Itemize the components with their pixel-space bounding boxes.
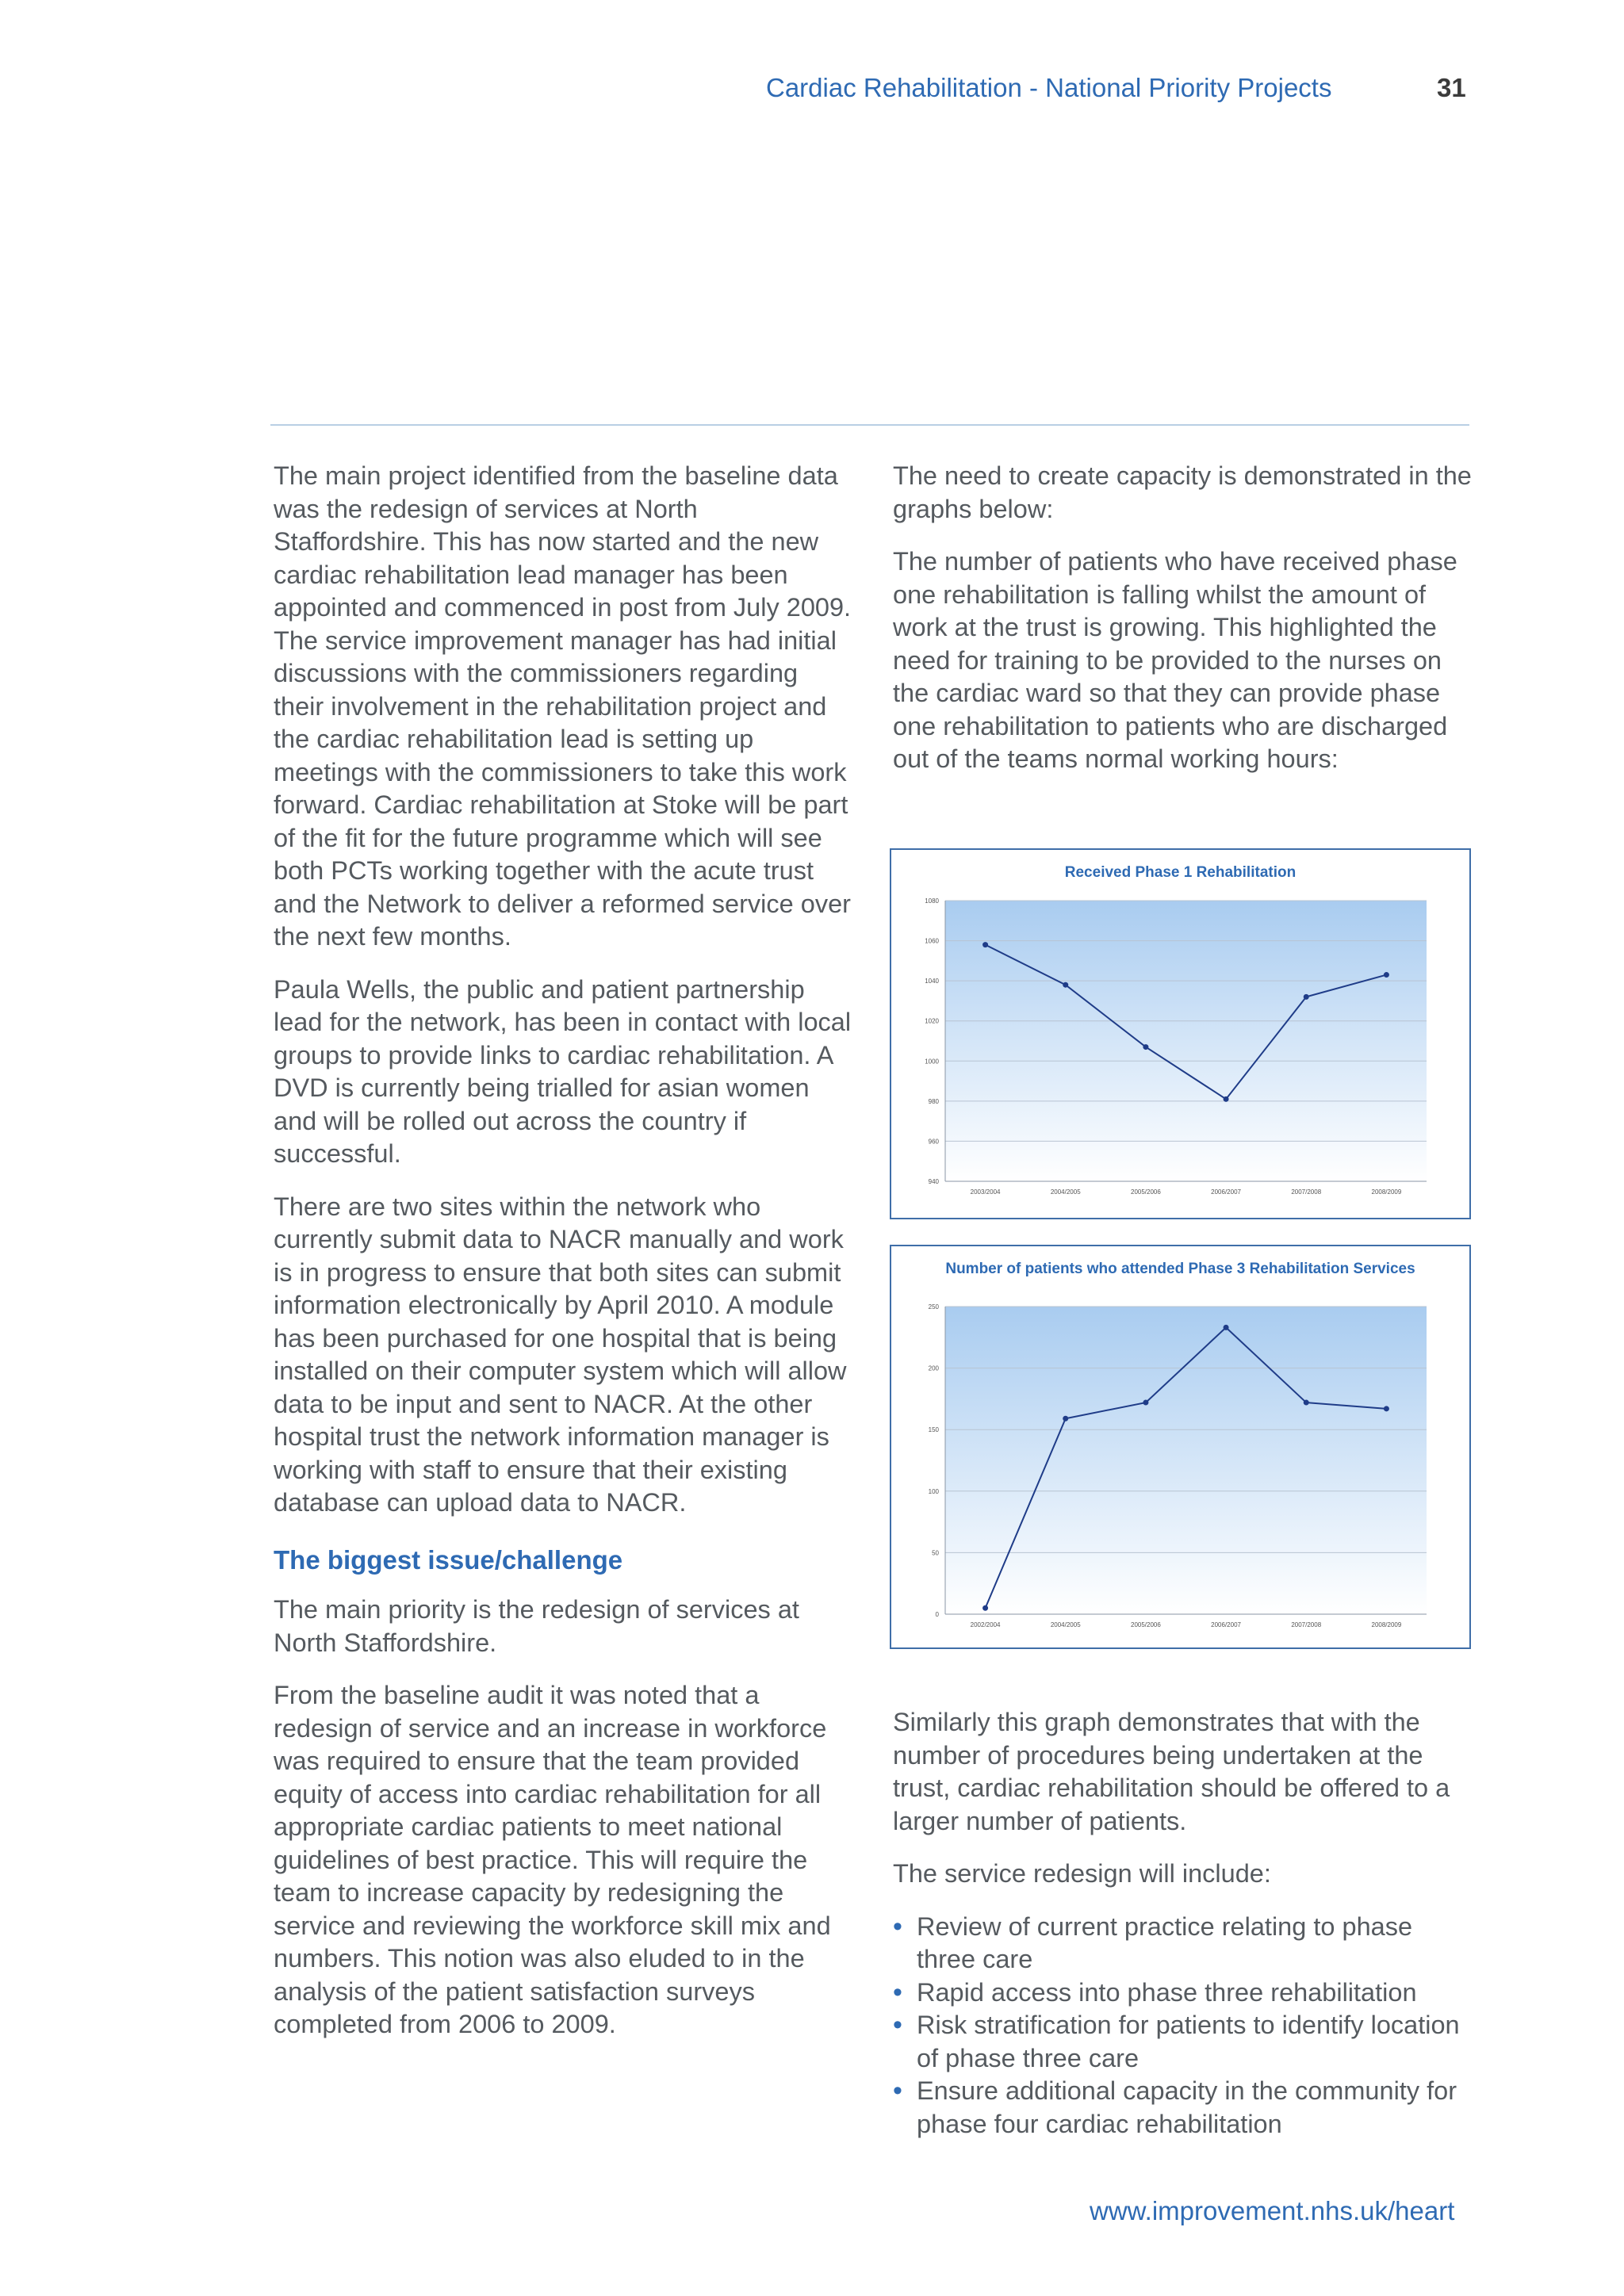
data-point bbox=[1063, 982, 1068, 988]
chart-phase1-plot bbox=[891, 850, 1469, 1218]
y-tick-label: 980 bbox=[928, 1097, 939, 1105]
x-tick-label: 2006/2007 bbox=[1211, 1188, 1241, 1196]
y-tick-label: 1060 bbox=[925, 937, 939, 945]
data-point bbox=[1304, 1400, 1309, 1406]
data-point bbox=[1224, 1096, 1229, 1102]
page-number: 31 bbox=[1437, 73, 1466, 102]
data-point bbox=[1063, 1416, 1068, 1422]
list-item bbox=[893, 2075, 1472, 2141]
y-tick-label: 50 bbox=[932, 1549, 939, 1557]
paragraph: The main project identified from the baseline data was the redesign of services at North Staffordshire. This has now started and the new cardiac rehabilitation lead manager has been appointed and commenced in post from July 2009. The service improvement manager has had initial discussions with the commissioners regarding their involvement in the rehabilitation project and the cardiac rehabilitation lead is setting up meetings with the commissioners to take this work forward. Cardiac rehabilitation at Stoke will be part of the fit for the future programme which will see both PCTs working together with the acute trust and the Network to deliver a reformed service over the next few months. bbox=[274, 461, 852, 951]
footer-url[interactable]: www.improvement.nhs.uk/heart bbox=[1090, 2196, 1455, 2225]
y-tick-label: 150 bbox=[928, 1426, 939, 1434]
list-item-text: Risk stratification for patients to identify location of phase three care bbox=[917, 2011, 1460, 2072]
x-tick-label: 2007/2008 bbox=[1291, 1621, 1322, 1628]
x-tick-label: 2004/2005 bbox=[1050, 1621, 1081, 1628]
data-point bbox=[1143, 1400, 1148, 1406]
section-divider bbox=[270, 424, 1469, 426]
data-point bbox=[1143, 1044, 1148, 1050]
plot-area bbox=[945, 901, 1427, 1181]
y-tick-label: 0 bbox=[935, 1611, 939, 1618]
chart-title: Received Phase 1 Rehabilitation bbox=[1064, 864, 1297, 881]
y-tick-label: 1020 bbox=[925, 1017, 939, 1025]
data-point bbox=[1384, 972, 1389, 978]
bullet-icon: • bbox=[893, 1911, 902, 1942]
x-tick-label: 2003/2004 bbox=[970, 1188, 1001, 1196]
data-point bbox=[1224, 1325, 1229, 1330]
chart-phase3 bbox=[890, 1245, 1471, 1649]
bullet-icon: • bbox=[893, 1976, 902, 2007]
chart-phase1 bbox=[890, 848, 1471, 1219]
bullet-icon: • bbox=[893, 2076, 902, 2106]
x-tick-label: 2002/2004 bbox=[970, 1621, 1001, 1628]
y-tick-label: 1040 bbox=[925, 978, 939, 985]
chart-title: Number of patients who attended Phase 3 Rehabilitation Services bbox=[945, 1261, 1415, 1277]
y-tick-label: 200 bbox=[928, 1364, 939, 1372]
y-tick-label: 100 bbox=[928, 1487, 939, 1495]
plot-area bbox=[945, 1307, 1427, 1614]
x-tick-label: 2006/2007 bbox=[1211, 1621, 1241, 1628]
paragraph: The service redesign will include: bbox=[893, 1859, 1271, 1888]
data-point bbox=[982, 942, 988, 947]
x-tick-label: 2004/2005 bbox=[1050, 1188, 1081, 1196]
paragraph: There are two sites within the network who currently submit data to NACR manually and work is in progress to ensure that both sites can submit information electronically by April 2010. A module has been purchased for one hospital that is being installed on their computer system which will allow data to be input and sent to NACR. At the other hospital trust the network information manager is working with staff to ensure that their existing database can upload data to NACR. bbox=[274, 1192, 847, 1517]
right-column-top bbox=[893, 460, 1472, 796]
list-item-text: Ensure additional capacity in the community for phase four cardiac rehabilitation bbox=[917, 2076, 1457, 2138]
list-item bbox=[893, 2009, 1472, 2075]
x-tick-label: 2005/2006 bbox=[1131, 1621, 1161, 1628]
y-tick-label: 1000 bbox=[925, 1058, 939, 1066]
y-tick-label: 960 bbox=[928, 1138, 939, 1146]
data-point bbox=[982, 1605, 988, 1611]
x-tick-label: 2005/2006 bbox=[1131, 1188, 1161, 1196]
data-point bbox=[1384, 1406, 1389, 1411]
left-column bbox=[274, 460, 852, 2061]
y-tick-label: 250 bbox=[928, 1303, 939, 1311]
y-tick-label: 1080 bbox=[925, 897, 939, 905]
list-item-text: Rapid access into phase three rehabilitation bbox=[917, 1977, 1417, 2007]
y-tick-label: 940 bbox=[928, 1178, 939, 1185]
chart-phase3-plot bbox=[891, 1246, 1469, 1647]
x-tick-label: 2008/2009 bbox=[1371, 1621, 1402, 1628]
paragraph: Similarly this graph demonstrates that with the number of procedures being undertaken at the trust, cardiac rehabilitation should be offered to a larger number of patients. bbox=[893, 1708, 1450, 1835]
bullet-icon: • bbox=[893, 2010, 902, 2040]
data-point bbox=[1304, 994, 1309, 1000]
running-header-title: Cardiac Rehabilitation - National Priority Projects bbox=[766, 73, 1332, 102]
list-item-text: Review of current practice relating to phase three care bbox=[917, 1911, 1413, 1973]
x-tick-label: 2008/2009 bbox=[1371, 1188, 1402, 1196]
paragraph: The need to create capacity is demonstrated in the graphs below: bbox=[893, 461, 1472, 523]
paragraph: From the baseline audit it was noted that a redesign of service and an increase in workforce was required to ensure that the team provided equity of access into cardiac rehabilitation for all appropriate cardiac patients to meet national guidelines of best practice. This will require the team to increase capacity by redesigning the service and reviewing the workforce skill mix and numbers. This notion was also eluded to in the analysis of the patient satisfaction surveys completed from 2006 to 2009. bbox=[274, 1681, 831, 2038]
paragraph: The number of patients who have received phase one rehabilitation is falling whilst the amount of work at the trust is growing. This highlighted the need for training to be provided to the nurses on the cardiac ward so that they can provide phase one rehabilitation to patients who are discharged out of the teams normal working hours: bbox=[893, 547, 1457, 773]
paragraph: The main priority is the redesign of services at North Staffordshire. bbox=[274, 1595, 799, 1657]
list-item bbox=[893, 1911, 1472, 1976]
right-column-bottom bbox=[893, 1706, 1472, 2141]
redesign-list bbox=[893, 1911, 1472, 2141]
x-tick-label: 2007/2008 bbox=[1291, 1188, 1322, 1196]
paragraph: Paula Wells, the public and patient partnership lead for the network, has been in contact with local groups to provide links to cardiac rehabilitation. A DVD is currently being trialled for asian women and will be rolled out across the country if successful. bbox=[274, 974, 852, 1168]
list-item bbox=[893, 1976, 1472, 2010]
section-heading: The biggest issue/challenge bbox=[274, 1544, 623, 1575]
